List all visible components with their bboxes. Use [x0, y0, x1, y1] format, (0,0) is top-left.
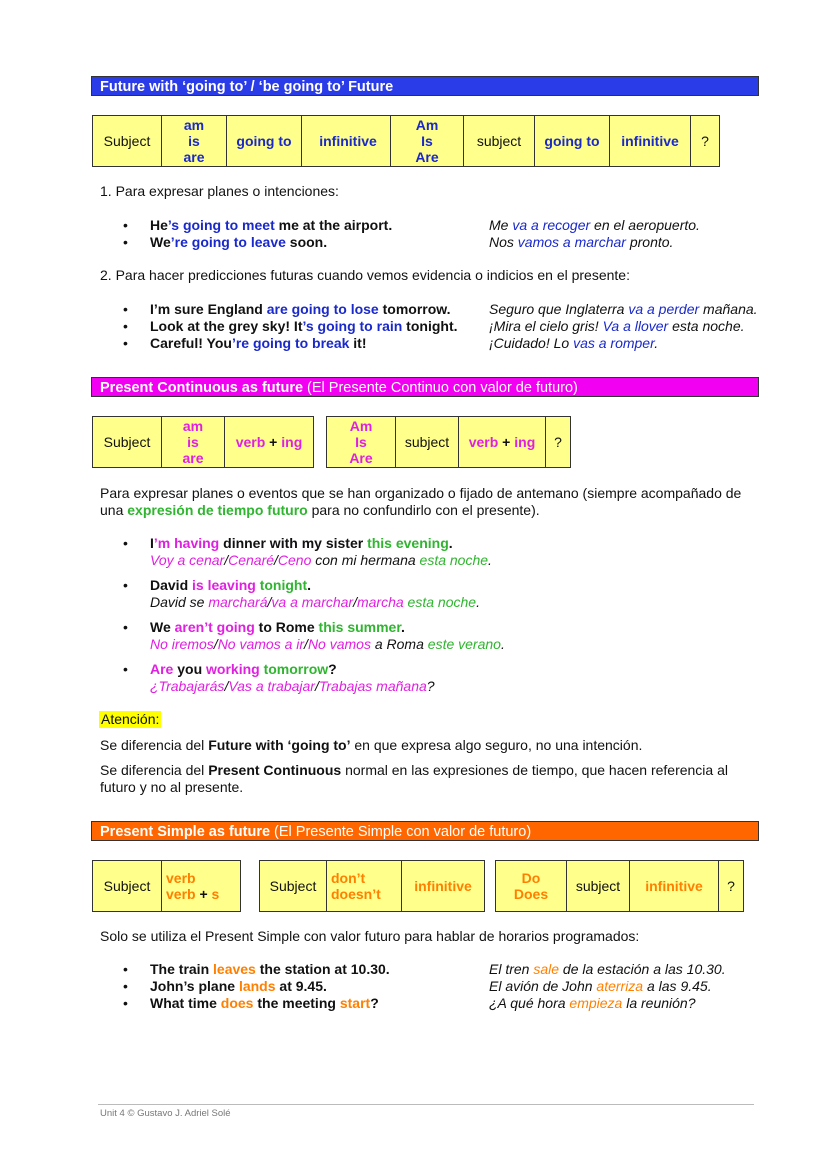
table-cell-subject: Subject — [93, 861, 162, 912]
table-cell-be-forms: Am Is Are — [327, 417, 396, 468]
example-translation: El avión de John aterriza a las 9.45. — [489, 978, 712, 994]
example-sentence: Are you working tomorrow? — [150, 661, 337, 677]
bullet: • — [123, 535, 128, 551]
table-cell-verb-forms: verb verb + s — [162, 861, 241, 912]
bullet: • — [123, 619, 128, 635]
example-sentence: I’m having dinner with my sister this evening. — [150, 535, 453, 551]
present-simple-intro: Solo se utiliza el Present Simple con valor futuro para hablar de horarios programados: — [100, 928, 640, 944]
table-cell-aux: Do Does — [496, 861, 567, 912]
attention-label: Atención: — [101, 711, 160, 727]
example-translation: El tren sale de la estación a las 10.30. — [489, 961, 726, 977]
example-translation: Nos vamos a marchar pronto. — [489, 234, 674, 250]
section-title-present-continuous: Present Continuous as future (El Presente Continuo con valor de futuro) — [91, 377, 759, 397]
example-sentence: We aren’t going to Rome this summer. — [150, 619, 405, 635]
table-cell-going-to: going to — [227, 116, 302, 167]
table-cell-be-forms: am is are — [162, 417, 225, 468]
example-translation: David se marchará/va a marchar/marcha esta noche. — [150, 594, 480, 610]
bullet: • — [123, 234, 128, 250]
example-sentence: The train leaves the station at 10.30. — [150, 961, 390, 977]
section-title-present-simple: Present Simple as future (El Presente Simple con valor de futuro) — [91, 821, 759, 841]
table-cell-subject: subject — [396, 417, 459, 468]
example-translation: Me va a recoger en el aeropuerto. — [489, 217, 700, 233]
bullet: • — [123, 318, 128, 334]
table-cell-going-to: going to — [535, 116, 610, 167]
example-sentence: Careful! You’re going to break it! — [150, 335, 367, 351]
example-sentence: David is leaving tonight. — [150, 577, 312, 593]
going-to-question-table — [390, 115, 720, 167]
table-cell-subject: Subject — [260, 861, 327, 912]
point-2-text: 2. Para hacer predicciones futuras cuando vemos evidencia o indicios en el presente: — [100, 267, 630, 283]
table-cell-subject: Subject — [93, 116, 162, 167]
present-simple-affirmative-table — [92, 860, 241, 912]
bullet: • — [123, 661, 128, 677]
table-cell-verb-ing: verb + ing — [459, 417, 546, 468]
bullet: • — [123, 301, 128, 317]
example-translation: No iremos/No vamos a ir/No vamos a Roma este verano. — [150, 636, 505, 652]
example-sentence: Look at the grey sky! It’s going to rain tonight. — [150, 318, 458, 334]
table-cell-verb-ing: verb + ing — [225, 417, 314, 468]
bullet: • — [123, 961, 128, 977]
example-translation: Voy a cenar/Cenaré/Ceno con mi hermana esta noche. — [150, 552, 492, 568]
example-translation: ¡Mira el cielo gris! Va a llover esta noche. — [489, 318, 745, 334]
bullet: • — [123, 335, 128, 351]
example-translation: ¿A qué hora empieza la reunión? — [489, 995, 696, 1011]
present-simple-question-table — [495, 860, 744, 912]
example-sentence: I’m sure England are going to lose tomorrow. — [150, 301, 451, 317]
present-continuous-affirmative-table — [92, 416, 314, 468]
table-cell-infinitive: infinitive — [630, 861, 719, 912]
bullet: • — [123, 995, 128, 1011]
present-simple-negative-table — [259, 860, 485, 912]
bullet: • — [123, 577, 128, 593]
example-sentence: What time does the meeting start? — [150, 995, 379, 1011]
table-cell-infinitive: infinitive — [610, 116, 691, 167]
attention-note-2: Se diferencia del Present Continuous normal en las expresiones de tiempo, que hacen referencia al futuro y no al presente. — [100, 762, 728, 795]
example-sentence: He’s going to meet me at the airport. — [150, 217, 393, 233]
example-translation: Seguro que Inglaterra va a perder mañana. — [489, 301, 758, 317]
present-continuous-question-table — [326, 416, 571, 468]
table-cell-be-forms: Am Is Are — [391, 116, 464, 167]
going-to-affirmative-table — [92, 115, 395, 167]
footer-text: Unit 4 © Gustavo J. Adriel Solé — [100, 1108, 231, 1119]
table-cell-subject: subject — [567, 861, 630, 912]
table-cell-infinitive: infinitive — [302, 116, 395, 167]
table-cell-question-mark: ? — [691, 116, 720, 167]
table-cell-negative-aux: don’t doesn’t — [327, 861, 402, 912]
example-sentence: John’s plane lands at 9.45. — [150, 978, 327, 994]
footer-divider — [98, 1104, 754, 1105]
example-sentence: We’re going to leave soon. — [150, 234, 328, 250]
table-cell-subject: subject — [464, 116, 535, 167]
example-translation: ¡Cuidado! Lo vas a romper. — [489, 335, 659, 351]
present-continuous-intro: Para expresar planes o eventos que se han organizado o fijado de antemano (siempre acompañado de una expresión de tiempo futuro para no confundirlo con el presente). — [100, 485, 742, 518]
section-title-going-to: Future with ‘going to’ / ‘be going to’ Future — [91, 76, 759, 96]
table-cell-subject: Subject — [93, 417, 162, 468]
bullet: • — [123, 978, 128, 994]
table-cell-question-mark: ? — [719, 861, 744, 912]
attention-note-1: Se diferencia del Future with ‘going to’ en que expresa algo seguro, no una intención. — [100, 737, 643, 753]
point-1-text: 1. Para expresar planes o intenciones: — [100, 183, 339, 199]
table-cell-be-forms: am is are — [162, 116, 227, 167]
example-translation: ¿Trabajarás/Vas a trabajar/Trabajas mañana? — [150, 678, 435, 694]
table-cell-question-mark: ? — [546, 417, 571, 468]
bullet: • — [123, 217, 128, 233]
table-cell-infinitive: infinitive — [402, 861, 485, 912]
